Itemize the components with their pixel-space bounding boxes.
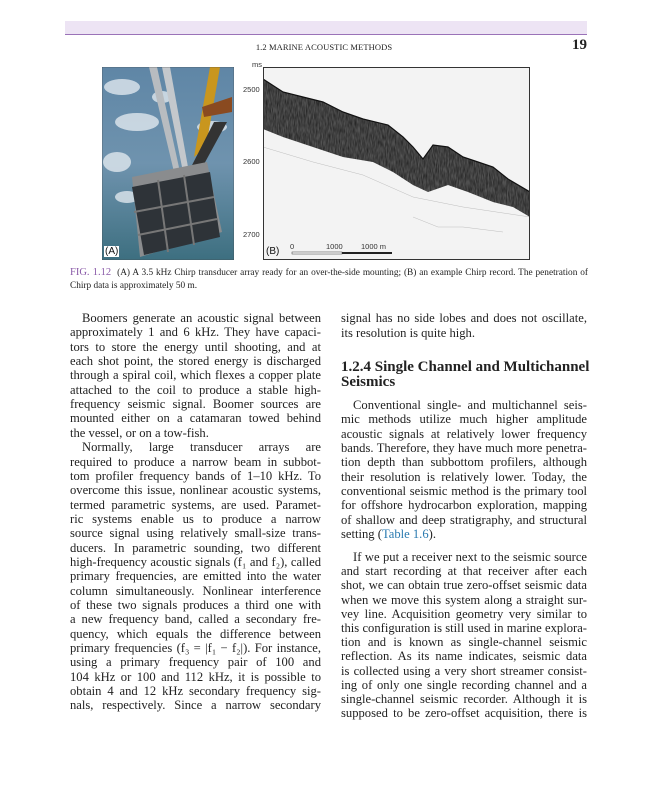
scale-bar-0: 0	[290, 242, 295, 251]
figure-label: FIG. 1.12	[70, 267, 112, 278]
panel-b-label: (B)	[266, 246, 280, 257]
figure-caption	[70, 266, 588, 293]
text-line: supposed to be zero-offset acquisition, there is	[341, 706, 587, 721]
text-line: tors to store the energy until shooting, and at	[70, 339, 321, 354]
text-line: their resolution is relatively lower. Today, the	[341, 469, 587, 484]
running-head: 1.2 MARINE ACOUSTIC METHODS	[255, 42, 393, 52]
table-link[interactable]: Table 1.6	[381, 527, 429, 542]
text-line: each shot point, the stored energy is discharged	[70, 354, 321, 369]
text-line: frequency seismic signal. Boomer sources are	[70, 397, 321, 412]
text-line: signal has no side lobes and does not oscillate,	[341, 311, 587, 325]
page-number: 19	[572, 37, 587, 53]
chirp-seismic-record	[263, 67, 530, 260]
text-line: primary frequencies, are emitted into the water	[70, 569, 321, 584]
y-tick-2500: 2500	[243, 85, 260, 94]
text-line: and start recording at that receiver after each	[341, 564, 587, 579]
text-line: of these two signals produces a third one with	[70, 598, 321, 612]
text-line: reflection. As its name indicates, seismic data	[341, 649, 587, 664]
text-line: of shallow and deep stratigraphy, and structural	[341, 512, 587, 527]
text-line: tion depth than subbottom profilers, although	[341, 455, 587, 470]
text-line: vey line. Acquisition geometry very similar to	[341, 606, 587, 621]
text-line: bands. Therefore, they have much more penetra-	[341, 441, 587, 456]
text-line: conventional seismic method is the primary tool	[341, 484, 587, 499]
text-line: the vessel, or on a tow-fish.	[70, 425, 209, 440]
text-line: termed parametric systems, are used. Paramet-	[70, 497, 321, 512]
text-line: single-channel seismic recorder. Although it is	[341, 692, 587, 706]
text-line: using a primary frequency pair of 100 and	[70, 655, 321, 670]
text-line: column simultaneously. Nonlinear interference	[70, 583, 321, 598]
text-line: mounted either on a catamaran towed behind	[70, 411, 321, 426]
text-line: obtain 4 and 12 kHz secondary frequency sig-	[70, 684, 321, 699]
text-line: nals, respectively. Since a narrow secondary	[70, 698, 321, 713]
text-line: for offshore hydrocarbon exploration, mapping	[341, 498, 587, 513]
panel-a-label: (A)	[105, 246, 119, 257]
section-heading-line: 1.2.4 Single Channel and Multichannel	[341, 359, 590, 375]
text-line: ric systems enable us to produce a narrow	[70, 511, 321, 526]
text-line: primary frequencies (f₃ = |f₁ − f₂|). For instance,	[70, 641, 321, 656]
text-line: approximately 1 and 6 kHz. They have capaci-	[70, 325, 321, 340]
text-line: through a spiral coil, which flexes a copper plate	[70, 368, 321, 383]
text-line: acoustic signals at relatively lower frequency	[341, 426, 587, 441]
text-line: tom profiler frequency bands of 1–10 kHz. To	[70, 468, 321, 483]
text-line: when we move this system along a straight sur-	[341, 592, 587, 607]
text-line: tion and is known as single-channel seismic	[341, 635, 587, 650]
text-line: this configuration is still used in marine explora-	[341, 621, 587, 635]
text-line: is collected using a very short streamer consist-	[341, 663, 587, 678]
text-line: a new frequency band, called a secondary fre-	[70, 612, 321, 627]
text-line: Normally, large transducer arrays are	[82, 440, 321, 455]
text-line: If we put a receiver next to the seismic source	[353, 550, 587, 564]
text-line: mic methods utilize much higher amplitude	[341, 412, 587, 427]
text-line: required to produce a narrow beam in subbot-	[70, 454, 321, 469]
scale-bar-1000: 1000	[326, 242, 343, 251]
text-fragment: setting (	[341, 527, 382, 542]
caption-text: (A) A 3.5 kHz Chirp transducer array ready for an over-the-side mounting; (B) an example Chirp record. The penetration of Chirp data is approximately 50 m.	[70, 268, 588, 291]
text-fragment: ).	[428, 527, 436, 542]
text-line: 104 kHz or 100 and 112 kHz, it is possible to	[70, 669, 321, 684]
text-line: source signal using relatively small-size trans-	[70, 526, 321, 541]
header-band	[65, 21, 587, 35]
text-line	[341, 527, 436, 542]
y-tick-2600: 2600	[243, 157, 260, 166]
text-line: high-frequency acoustic signals (f₁ and f₂), called	[70, 554, 321, 569]
text-line: shot, we can obtain true zero-offset seismic data	[341, 578, 587, 593]
text-line: ducers. In parametric sounding, two different	[70, 540, 321, 555]
text-line: Conventional single- and multichannel seis-	[353, 398, 587, 412]
text-line: overcome this issue, nonlinear acoustic systems,	[70, 483, 321, 498]
scale-bar-1000m: 1000 m	[361, 242, 387, 251]
section-heading	[341, 360, 589, 390]
transducer-array-photo	[102, 67, 234, 260]
axis-unit-label: ms	[252, 60, 262, 69]
text-line: attached to the coil to produce a stable high-	[70, 382, 321, 397]
section-heading-line: Seismics	[341, 374, 396, 390]
text-line: Boomers generate an acoustic signal between	[82, 311, 321, 325]
text-line: ing of only one single recording channel and a	[341, 677, 587, 692]
text-line: its resolution is quite high.	[341, 325, 475, 340]
y-tick-2700: 2700	[243, 230, 260, 239]
text-line: quency, which equals the difference between	[70, 626, 321, 641]
